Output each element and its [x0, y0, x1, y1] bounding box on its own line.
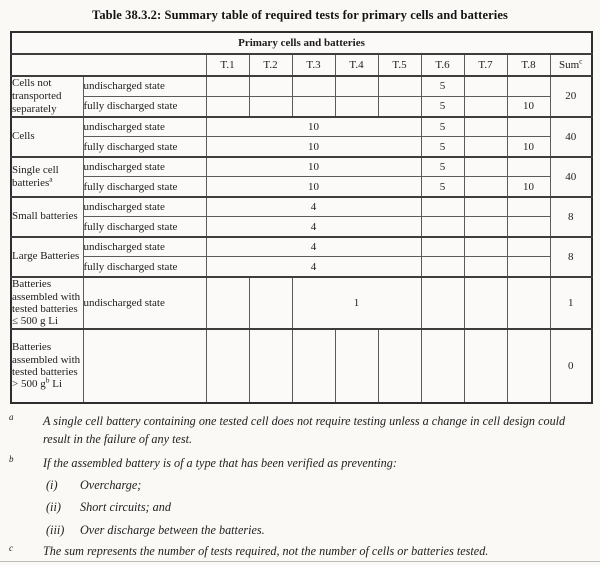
- cell-empty: [507, 76, 550, 96]
- cell-value-t8: 10: [507, 177, 550, 197]
- cell-empty: [378, 329, 421, 403]
- cell-empty: [206, 329, 249, 403]
- cell-value-t1-t5: 4: [206, 257, 421, 277]
- cell-sum: 8: [550, 197, 592, 237]
- cell-empty: [464, 96, 507, 116]
- cell-value-t8: 10: [507, 137, 550, 157]
- cell-empty: [249, 96, 292, 116]
- footnote-item-number: (iii): [46, 523, 65, 538]
- cell-empty: [464, 76, 507, 96]
- group-label-large-batteries: Large Batteries: [11, 237, 83, 277]
- footnote-b-item-1: [46, 477, 592, 495]
- col-header-t6: T.6: [421, 54, 464, 76]
- table-row: [11, 257, 592, 277]
- col-header-t2: T.2: [249, 54, 292, 76]
- cell-sum: 40: [550, 117, 592, 157]
- cell-state: fully discharged state: [83, 177, 206, 197]
- footnote-ref-b: b: [45, 375, 50, 385]
- sum-label: Sum: [558, 59, 580, 71]
- cell-sum: 8: [550, 237, 592, 277]
- cell-empty: [464, 197, 507, 217]
- cell-empty: [464, 117, 507, 137]
- cell-empty: [421, 329, 464, 403]
- cell-value-t1-t5: 10: [206, 177, 421, 197]
- cell-state: undischarged state: [83, 76, 206, 96]
- cell-empty: [335, 329, 378, 403]
- group-label-assembled-over-500g: [11, 329, 83, 403]
- cell-empty: [206, 277, 249, 329]
- col-header-t8: T.8: [507, 54, 550, 76]
- cell-empty: [11, 54, 206, 76]
- cell-value-t1-t5: 4: [206, 197, 421, 217]
- cell-empty: [464, 157, 507, 177]
- page-bottom-rule: [0, 561, 600, 562]
- cell-value-t1-t5: 10: [206, 137, 421, 157]
- cell-value-t8: 10: [507, 96, 550, 116]
- col-header-t1: T.1: [206, 54, 249, 76]
- table-banner-row: [11, 32, 592, 54]
- cell-empty: [507, 157, 550, 177]
- cell-empty: [507, 217, 550, 237]
- cell-empty: [335, 76, 378, 96]
- cell-empty: [464, 329, 507, 403]
- cell-value-t6: 5: [421, 76, 464, 96]
- cell-empty: [507, 197, 550, 217]
- cell-value-t1-t5: 4: [206, 237, 421, 257]
- col-header-t3: T.3: [292, 54, 335, 76]
- table-banner: Primary cells and batteries: [11, 32, 592, 54]
- footnote-item-number: (i): [46, 477, 58, 492]
- sum-footnote-ref: c: [579, 56, 583, 66]
- group-label-tail: Li: [49, 378, 62, 391]
- footnote-b-item-2: [46, 499, 592, 517]
- cell-state: fully discharged state: [83, 257, 206, 277]
- cell-empty: [507, 277, 550, 329]
- cell-empty: [421, 257, 464, 277]
- col-header-t5: T.5: [378, 54, 421, 76]
- cell-empty: [507, 117, 550, 137]
- group-label-small-batteries: Small batteries: [11, 197, 83, 237]
- cell-empty: [206, 76, 249, 96]
- cell-value-t1-t5: 10: [206, 117, 421, 137]
- cell-empty: [464, 177, 507, 197]
- cell-sum: 1: [550, 277, 592, 329]
- cell-empty: [292, 96, 335, 116]
- cell-empty: [249, 76, 292, 96]
- cell-sum: 0: [550, 329, 592, 403]
- required-tests-table: [10, 31, 593, 404]
- footnote-item-text: Short circuits; and: [80, 500, 171, 515]
- cell-state: fully discharged state: [83, 137, 206, 157]
- footnote-b: [9, 453, 592, 472]
- cell-empty: [83, 329, 206, 403]
- cell-empty: [507, 257, 550, 277]
- table-row: [11, 177, 592, 197]
- group-label-single-cell-batteries: [11, 157, 83, 197]
- page-title: Table 38.3.2: Summary table of required tests for primary cells and batteries: [92, 8, 508, 22]
- group-label-text: Single cell batteries: [12, 163, 59, 189]
- cell-empty: [292, 329, 335, 403]
- footnote-c-text: The sum represents the number of tests required, not the number of cells or batteries tested.: [43, 543, 489, 558]
- cell-value-t6: 5: [421, 177, 464, 197]
- cell-sum: 40: [550, 157, 592, 197]
- cell-value-t6: 5: [421, 96, 464, 116]
- cell-empty: [507, 329, 550, 403]
- cell-state: fully discharged state: [83, 217, 206, 237]
- cell-empty: [421, 197, 464, 217]
- cell-empty: [507, 237, 550, 257]
- cell-empty: [335, 96, 378, 116]
- cell-state: undischarged state: [83, 277, 206, 329]
- cell-empty: [378, 76, 421, 96]
- table-row: [11, 217, 592, 237]
- cell-empty: [464, 257, 507, 277]
- cell-value-t3-t5: 1: [292, 277, 421, 329]
- col-header-t4: T.4: [335, 54, 378, 76]
- footnote-item-text: Over discharge between the batteries.: [80, 523, 265, 538]
- footnote-a-marker: a: [9, 411, 14, 422]
- group-label-assembled-under-500g: Batteries assembled with tested batteries ≤ 500 g Li: [11, 277, 83, 329]
- table-row: [11, 157, 592, 177]
- cell-empty: [292, 76, 335, 96]
- table-row: [11, 96, 592, 116]
- cell-empty: [421, 217, 464, 237]
- column-header-row: [11, 54, 592, 76]
- cell-empty: [378, 96, 421, 116]
- col-header-t7: T.7: [464, 54, 507, 76]
- cell-state: undischarged state: [83, 237, 206, 257]
- group-label-text: Batteries assembled with tested batteries > 500 g: [12, 341, 81, 391]
- footnote-a-text: A single cell battery containing one tested cell does not require testing unless a change in cell design could result in the failure of any test.: [43, 413, 566, 447]
- cell-empty: [249, 277, 292, 329]
- footnote-b-text: If the assembled battery is of a type that has been verified as preventing:: [43, 455, 397, 470]
- footnotes-section: [0, 412, 600, 559]
- footnote-b-marker: b: [9, 453, 14, 464]
- table-row: [11, 117, 592, 137]
- cell-empty: [249, 329, 292, 403]
- cell-state: undischarged state: [83, 197, 206, 217]
- cell-state: undischarged state: [83, 157, 206, 177]
- cell-state: fully discharged state: [83, 96, 206, 116]
- cell-empty: [206, 96, 249, 116]
- col-header-sum: [550, 54, 592, 76]
- footnote-ref-a: a: [49, 174, 53, 184]
- cell-value-t6: 5: [421, 157, 464, 177]
- cell-value-t6: 5: [421, 117, 464, 137]
- cell-value-t6: 5: [421, 137, 464, 157]
- table-row: [11, 329, 592, 403]
- footnote-c-marker: c: [9, 542, 13, 553]
- cell-value-t1-t5: 4: [206, 217, 421, 237]
- table-row: [11, 197, 592, 217]
- group-label-cells-not-transported: Cells not transported separately: [11, 76, 83, 117]
- cell-state: undischarged state: [83, 117, 206, 137]
- cell-sum: 20: [550, 76, 592, 117]
- cell-empty: [464, 217, 507, 237]
- cell-empty: [464, 277, 507, 329]
- footnote-b-item-3: [46, 522, 592, 540]
- footnote-item-text: Overcharge;: [80, 477, 142, 492]
- cell-value-t1-t5: 10: [206, 157, 421, 177]
- cell-empty: [421, 277, 464, 329]
- table-row: [11, 277, 592, 329]
- table-row: [11, 76, 592, 96]
- footnote-a: [9, 411, 592, 449]
- table-row: [11, 137, 592, 157]
- table-row: [11, 237, 592, 257]
- cell-empty: [421, 237, 464, 257]
- group-label-cells: Cells: [11, 117, 83, 157]
- footnote-item-number: (ii): [46, 500, 61, 515]
- cell-empty: [464, 237, 507, 257]
- footnote-c: [9, 542, 592, 559]
- cell-empty: [464, 137, 507, 157]
